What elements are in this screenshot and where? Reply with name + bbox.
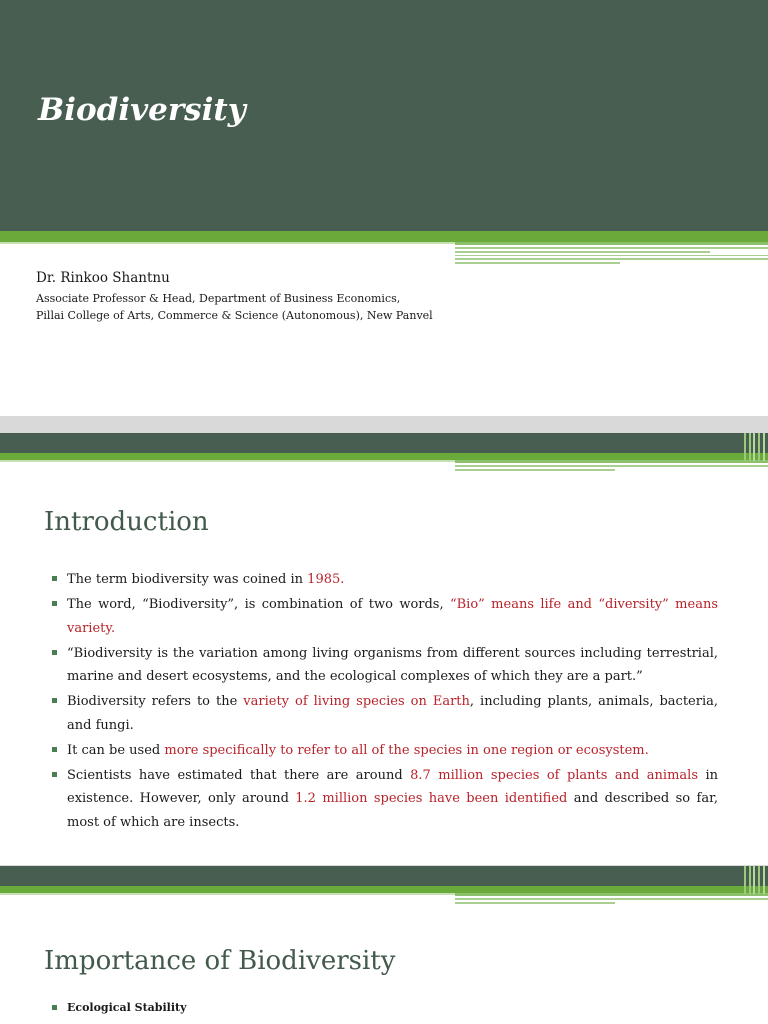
bullet-square-icon (52, 698, 57, 703)
bullet-text: Scientists have estimated that there are around (67, 767, 411, 783)
section-heading: Introduction (44, 507, 209, 537)
bullet-text: The word, “Biodiversity”, is combination of two words, (67, 597, 450, 612)
list-item (52, 593, 718, 640)
list-item (52, 568, 718, 592)
bullet-square-icon (52, 576, 57, 581)
highlighted-text: 1.2 million species have been identified (295, 791, 568, 806)
highlighted-text: “Bio” means life and “diversity” means variety. (67, 597, 718, 636)
highlighted-text: 1985. (307, 572, 345, 587)
bullet-square-icon (52, 601, 57, 606)
bullet-square-icon (52, 1005, 57, 1010)
bullet-text: Ecological Stability (67, 1001, 187, 1014)
list-item (52, 642, 718, 689)
highlighted-text: 8.7 million species of plants and animals (410, 767, 698, 783)
list-item (52, 690, 718, 737)
author-name: Dr. Rinkoo Shantnu (36, 270, 170, 286)
bullet-text: Biodiversity refers to the (67, 694, 244, 709)
bullet-text: It can be used (67, 742, 165, 758)
affiliation-line-1: Associate Professor & Head, Department of Business Economics, (36, 292, 401, 305)
slide-title: Biodiversity (38, 92, 246, 128)
bullet-square-icon (52, 650, 57, 655)
introduction-slide (0, 433, 768, 865)
bullet-text: “Biodiversity is the variation among living organisms from different sources including terrestrial, marine and desert ecosystems, and the ecological complexes of which they are a part.” (67, 645, 718, 684)
bullet-text: and described so far, most of which are insects. (67, 791, 718, 830)
highlighted-text: variety of living species on Earth (243, 694, 470, 709)
list-item (52, 998, 718, 1018)
decorative-bars (744, 433, 768, 461)
decorative-header-band (0, 866, 768, 906)
bullet-square-icon (52, 772, 57, 777)
bullet-text: in existence. However, only around (67, 767, 718, 806)
title-slide (0, 0, 768, 416)
decorative-header-band (0, 433, 768, 473)
decorative-bars (744, 866, 768, 894)
list-item (52, 764, 718, 835)
bullet-square-icon (52, 747, 57, 752)
highlighted-text: more specifically to refer to all of the species in one region or ecosystem. (164, 742, 649, 758)
decorative-stripes (0, 231, 768, 271)
bullet-list (52, 998, 718, 1020)
affiliation-line-2: Pillai College of Arts, Commerce & Science (Autonomous), New Panvel (36, 309, 433, 322)
importance-slide (0, 866, 768, 1024)
bullet-text: , including plants, animals, bacteria, and fungi. (67, 694, 719, 733)
list-item (52, 739, 718, 763)
bullet-list (52, 568, 718, 836)
bullet-text: The term biodiversity was coined in (67, 572, 308, 587)
section-heading: Importance of Biodiversity (44, 946, 396, 976)
